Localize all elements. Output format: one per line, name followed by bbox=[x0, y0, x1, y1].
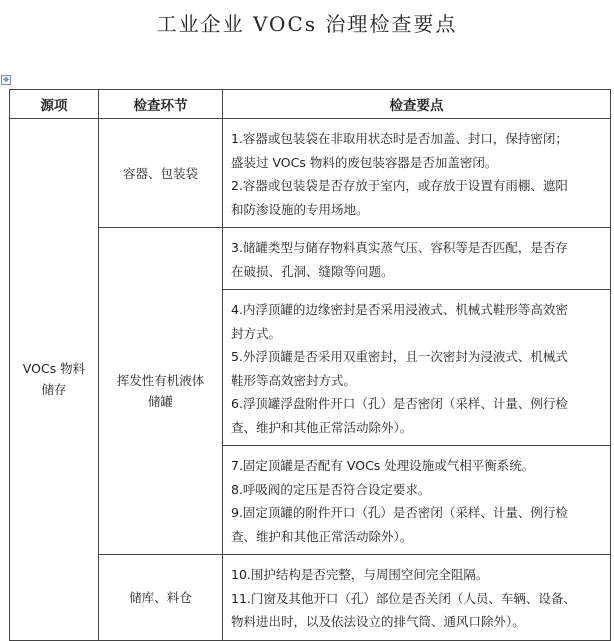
point-line: 8.呼吸阀的定压是否符合设定要求。 bbox=[231, 481, 431, 497]
point-line: 在破损、孔洞、缝隙等问题。 bbox=[231, 263, 394, 279]
point-line: 4.内浮顶罐的边缘密封是否采用浸液式、机械式鞋形等高效密 bbox=[231, 302, 568, 317]
point-line: 7.固定顶罐是否配有 VOCs 处理设施或气相平衡系统。 bbox=[231, 458, 535, 473]
point-line: 查、维护和其他正常活动除外）。 bbox=[231, 528, 413, 544]
inspection-table bbox=[9, 89, 611, 641]
points-cell bbox=[223, 228, 611, 290]
point-line: 2.容器或包装袋是否存放于室内，或存放于设置有雨棚、遮阳 bbox=[231, 178, 568, 193]
table-move-handle-icon[interactable]: ✥ bbox=[1, 75, 11, 85]
point-line: 鞋形等高效密封方式。 bbox=[231, 372, 357, 388]
point-line: 3.储罐类型与储存物料真实蒸气压、容积等是否匹配，是否存 bbox=[231, 240, 568, 255]
point-line: 物料进出时，以及依法设立的排气筒、通风口除外）。 bbox=[231, 614, 525, 629]
point-line: 盛装过 VOCs 物料的废包装容器是否加盖密闭。 bbox=[231, 154, 498, 170]
source-cell bbox=[10, 119, 99, 641]
link-line: 储罐 bbox=[147, 394, 173, 409]
source-line: 储存 bbox=[41, 382, 67, 398]
link-cell-warehouse: 储库、料仓 bbox=[99, 555, 223, 641]
points-cell bbox=[223, 119, 611, 228]
point-line: 1.容器或包装袋在非取用状态时是否加盖、封口，保持密闭； bbox=[231, 131, 568, 146]
points-cell bbox=[223, 446, 611, 555]
points-cell bbox=[223, 290, 611, 446]
points-cell bbox=[223, 555, 611, 641]
point-line: 6.浮顶罐浮盘附件开口（孔）是否密闭（采样、计量、例行检 bbox=[231, 396, 568, 411]
table-row bbox=[10, 555, 611, 641]
table-header-row bbox=[10, 90, 611, 119]
document-title: 工业企业 VOCs 治理检查要点 bbox=[156, 12, 458, 36]
point-line: 5.外浮顶罐是否采用双重密封，且一次密封为浸液式、机械式 bbox=[231, 349, 568, 364]
point-line: 查、维护和其他正常活动除外）。 bbox=[231, 419, 413, 435]
link-cell-tanks bbox=[99, 228, 223, 555]
point-line: 11.门窗及其他开口（孔）部位是否关闭（人员、车辆、设备、 bbox=[231, 590, 576, 606]
link-cell-containers: 容器、包装袋 bbox=[99, 119, 223, 228]
point-line: 9.固定顶罐的附件开口（孔）是否密闭（采样、计量、例行检 bbox=[231, 505, 568, 520]
point-line: 和防渗设施的专用场地。 bbox=[231, 201, 369, 217]
header-source: 源项 bbox=[10, 90, 99, 119]
table-row bbox=[10, 119, 611, 228]
table-row bbox=[10, 228, 611, 290]
header-link: 检查环节 bbox=[99, 90, 223, 119]
point-line: 封方式。 bbox=[231, 325, 282, 341]
point-line: 10.围护结构是否完整，与周围空间完全阻隔。 bbox=[231, 567, 489, 582]
link-line: 挥发性有机液体 bbox=[116, 373, 205, 388]
header-points: 检查要点 bbox=[223, 90, 611, 119]
source-line: VOCs 物料 bbox=[22, 361, 86, 377]
